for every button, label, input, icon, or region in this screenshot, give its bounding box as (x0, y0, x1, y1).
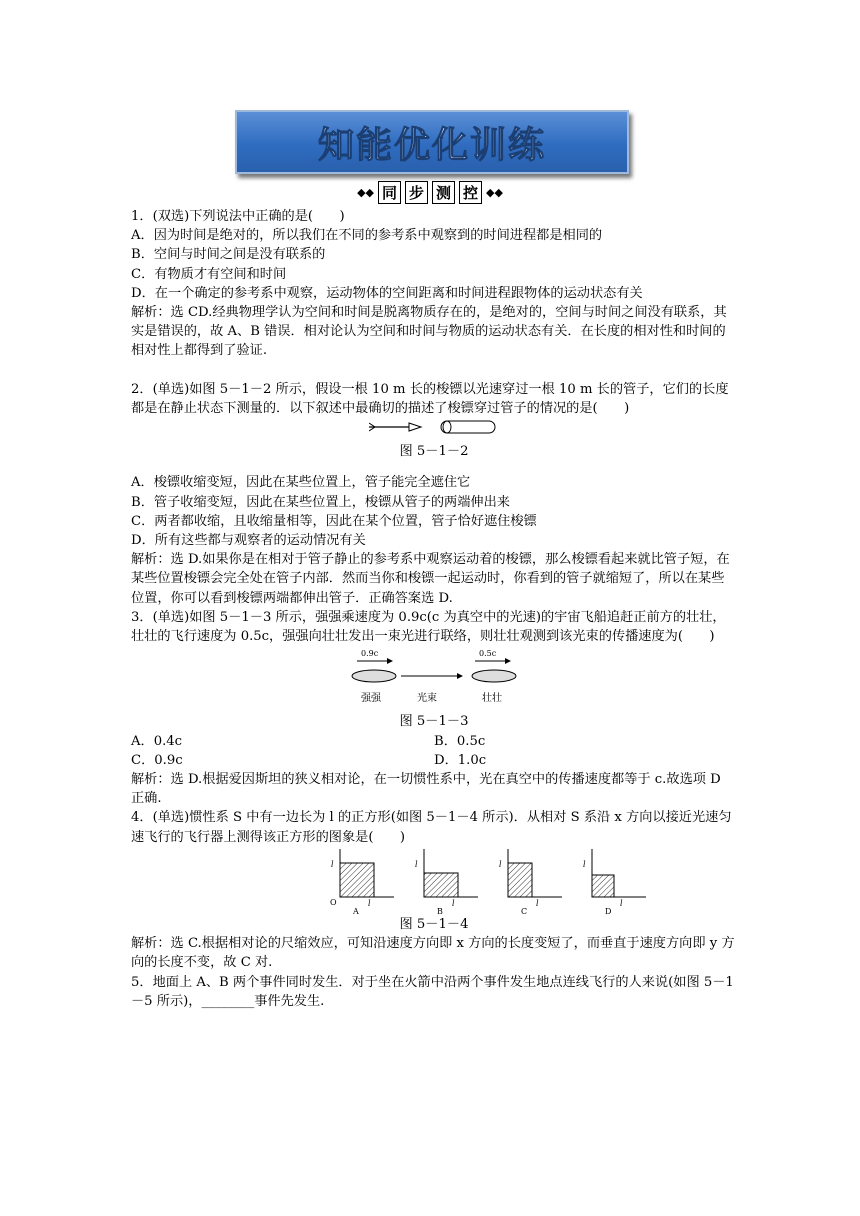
q1-option: D．在一个确定的参考系中观察，运动物体的空间距离和时间进程跟物体的运动状态有关 (131, 285, 643, 301)
svg-text:l: l (415, 859, 418, 869)
q1-stem: 1．(双选)下列说法中正确的是( ) (131, 209, 345, 224)
speed-label: 0.5c (479, 649, 497, 659)
title-banner (235, 110, 629, 174)
ship-label: 壮壮 (482, 693, 502, 705)
graph-D (580, 847, 650, 915)
q3-option: B．0.5c (434, 733, 486, 749)
q3-option: D．1.0c (434, 752, 487, 768)
q1-analysis: 解析：选 CD.经典物理学认为空间和时间是脱离物质存在的，是绝对的，空间与时间之间没有联系，其实是错误的，故 A、B 错误．相对论认为空间和时间与物质的运动状态有关．在长度的相对性和时间的相对性上都得到了验证. (131, 305, 727, 359)
q1-option: B．空间与时间之间是没有联系的 (131, 247, 326, 263)
q2-analysis: 解析：选 D.如果你是在相对于管子静止的参考系中观察运动着的梭镖，那么梭镖看起来就比管子短，在某些位置梭镖会完全处在管子内部．然而当你和梭镖一起运动时，你看到的管子就缩短了，所以在某些位置，你可以看到梭镖两端都伸出管子．正确答案选 D. (131, 552, 730, 606)
svg-text:l: l (331, 859, 334, 869)
q4-analysis: 解析：选 C.根据相对论的尺缩效应，可知沿速度方向即 x 方向的长度变短了，而垂直于速度方向即 y 方向的长度不变，故 C 对. (131, 936, 735, 971)
svg-text:l: l (620, 898, 623, 908)
subhead-char: 同 (378, 181, 401, 204)
svg-text:C: C (521, 906, 528, 915)
q3-analysis: 解析：选 D.根据爱因斯坦的狭义相对论，在一切惯性系中，光在真空中的传播速度都等于 c.故选项 D 正确. (131, 772, 721, 807)
graph-B (412, 847, 482, 915)
svg-text:l: l (536, 898, 539, 908)
graph-A (328, 847, 398, 915)
q3-option: C．0.9c (131, 752, 183, 768)
q2-option: B．管子收缩变短，因此在某些位置上，梭镖从管子的两端伸出来 (131, 494, 510, 510)
q5-stem: 5．地面上 A、B 两个事件同时发生．对于坐在火箭中沿两个事件发生地点连线飞行的人来说(如图 5－1－5 所示)，________事件先发生. (131, 974, 734, 1009)
q2-option: D．所有这些都与观察者的运动情况有关 (131, 533, 366, 549)
content (131, 207, 737, 1011)
ship-label: 强强 (361, 693, 381, 705)
graph-C (496, 847, 566, 915)
banner-title: 知能优化训练 (317, 124, 546, 166)
svg-text:D: D (605, 906, 612, 915)
svg-text:l: l (368, 898, 371, 908)
q2-option: C．两者都收缩，且收缩量相等，因此在某个位置，管子恰好遮住梭镖 (131, 513, 537, 529)
q4-caption: 图 5－1－4 (399, 916, 469, 932)
q3-stem: 3．(单选)如图 5－1－3 所示，强强乘速度为 0.9c(c 为真空中的光速)的宇宙飞船追赶正前方的壮壮，壮壮的飞行速度为 0.5c，强强向壮壮发出一束光进行联络，则壮壮观测到该光束的传播速度为( ) (131, 609, 726, 645)
diamond-icon: ◆◆ (357, 185, 374, 199)
q3-caption: 图 5－1－3 (399, 714, 469, 730)
square-graphs-figure (241, 847, 737, 915)
svg-text:O: O (330, 897, 337, 907)
diamond-icon: ◆◆ (486, 185, 503, 199)
q2-option: A．梭镖收缩变短，因此在某些位置上，管子能完全遮住它 (131, 475, 471, 491)
speed-label: 0.9c (361, 649, 379, 659)
svg-text:l: l (499, 859, 502, 869)
svg-text:B: B (437, 906, 443, 915)
svg-text:l: l (452, 898, 455, 908)
q3-option: A．0.4c (131, 733, 183, 749)
beam-label: 光束 (417, 693, 437, 705)
dart-tube-figure (131, 418, 737, 442)
subhead-char: 步 (405, 181, 428, 204)
q2-stem: 2．(单选)如图 5－1－2 所示，假设一根 10 m 长的梭镖以光速穿过一根 10 m 长的管子，它们的长度都是在静止状态下测量的．以下叙述中最确切的描述了梭镖穿过管子的情况的是( ) (131, 381, 729, 416)
q1-option: A．因为时间是绝对的，所以我们在不同的参考系中观察到的时间进程都是相同的 (131, 228, 603, 244)
svg-text:A: A (353, 906, 359, 915)
svg-text:l: l (583, 859, 586, 869)
spaceship-figure (131, 646, 737, 712)
subhead-char: 测 (432, 181, 455, 204)
q1-option: C．有物质才有空间和时间 (131, 266, 287, 282)
q2-caption: 图 5－1－2 (399, 444, 469, 460)
section-subheading (338, 181, 522, 203)
subhead-char: 控 (459, 181, 482, 204)
q4-stem: 4．(单选)惯性系 S 中有一边长为 l 的正方形(如图 5－1－4 所示)．从相对 S 系沿 x 方向以接近光速匀速飞行的飞行器上测得该正方形的图象是( ) (131, 810, 732, 845)
